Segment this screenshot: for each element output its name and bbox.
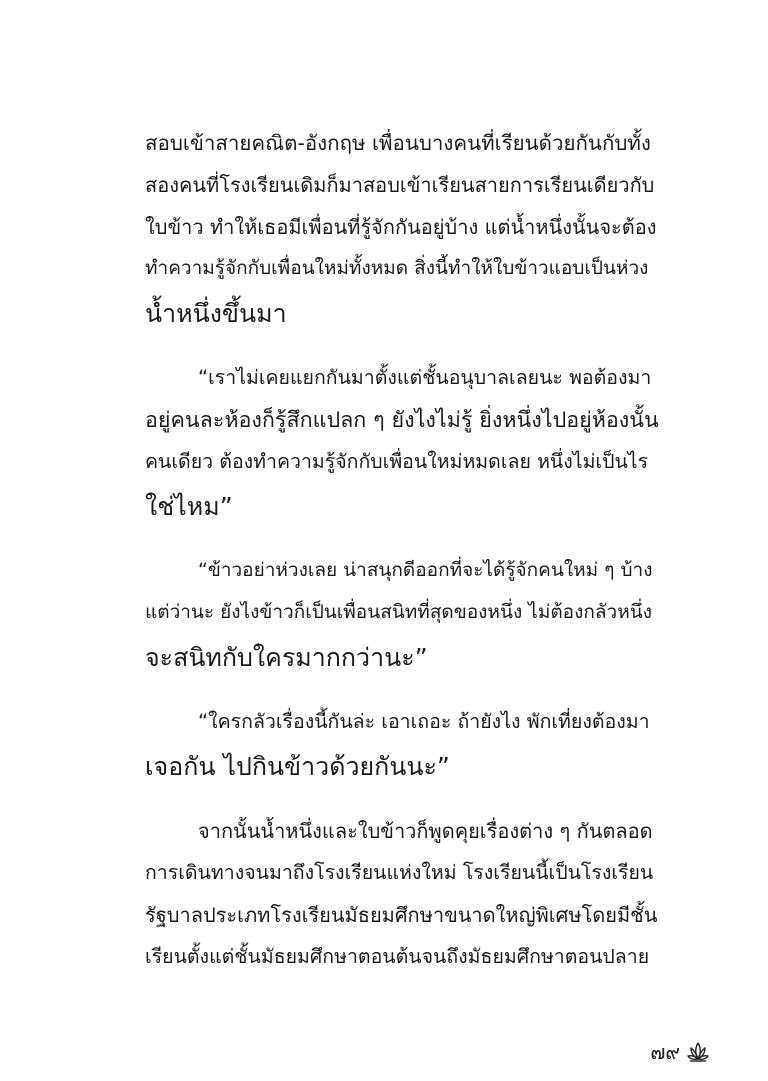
paragraph-5-line-1: จากนั้นน้ำหนึ่งและใบข้าวก็พูดคุยเรื่องต่าง ๆ กันตลอด bbox=[198, 819, 653, 843]
page-footer bbox=[650, 1039, 710, 1065]
paragraph-5-line-2: การเดินทางจนมาถึงโรงเรียนแห่งใหม่ โรงเรียนนี้เป็นโรงเรียน bbox=[145, 861, 654, 884]
lotus-icon bbox=[686, 1040, 710, 1064]
paragraph-1-line-5: น้ำหนึ่งขึ้นมา bbox=[145, 299, 287, 328]
paragraph-1-line-2: สองคนที่โรงเรียนเดิมก็มาสอบเข้าเรียนสายการเรียนเดียวกับ bbox=[145, 173, 655, 197]
paragraph-4-line-1: “ใครกลัวเรื่องนี้กันล่ะ เอาเถอะ ถ้ายังไง พักเที่ยงต้องมา bbox=[198, 710, 650, 733]
paragraph-5-line-3: รัฐบาลประเภทโรงเรียนมัธยมศึกษาขนาดใหญ่พิเศษโดยมีชั้น bbox=[145, 903, 658, 927]
paragraph-1-line-1: สอบเข้าสายคณิต-อังกฤษ เพื่อนบางคนที่เรียนด้วยกันกับทั้ง bbox=[145, 131, 651, 155]
paragraph-2-line-4: ใช่ไหม” bbox=[145, 492, 233, 521]
paragraph-2-line-1: “เราไม่เคยแยกกันมาตั้งแต่ชั้นอนุบาลเลยนะ พอต้องมา bbox=[198, 366, 652, 389]
paragraph-4-line-2: เจอกัน ไปกินข้าวด้วยกันนะ” bbox=[145, 752, 450, 781]
page-number: ๗๙ bbox=[650, 1040, 680, 1064]
paragraph-3-line-1: “ข้าวอย่าห่วงเลย น่าสนุกดีออกที่จะได้รู้จักคนใหม่ ๆ บ้าง bbox=[198, 559, 653, 581]
paragraph-3-line-2: แต่ว่านะ ยังไงข้าวก็เป็นเพื่อนสนิทที่สุดของหนึ่ง ไม่ต้องกลัวหนึ่ง bbox=[145, 601, 652, 623]
paragraph-2-line-3: คนเดียว ต้องทำความรู้จักกับเพื่อนใหม่หมดเลย หนึ่งไม่เป็นไร bbox=[145, 450, 649, 473]
paragraph-1-line-3: ใบข้าว ทำให้เธอมีเพื่อนที่รู้จักกันอยู่บ้าง แต่น้ำหนึ่งนั้นจะต้อง bbox=[145, 215, 657, 239]
paragraph-1-line-4: ทำความรู้จักกับเพื่อนใหม่ทั้งหมด สิ่งนี้ทำให้ใบข้าวแอบเป็นห่วง bbox=[145, 257, 649, 279]
paragraph-2-line-2: อยู่คนละห้องก็รู้สึกแปลก ๆ ยังไงไม่รู้ ยิ่งหนึ่งไปอยู่ห้องนั้น bbox=[145, 408, 659, 433]
paragraph-3-line-3: จะสนิทกับใครมากกว่านะ” bbox=[145, 643, 428, 672]
paragraph-5-line-4: เรียนตั้งแต่ชั้นมัธยมศึกษาตอนต้นจนถึงมัธยมศึกษาตอนปลาย bbox=[145, 945, 650, 968]
